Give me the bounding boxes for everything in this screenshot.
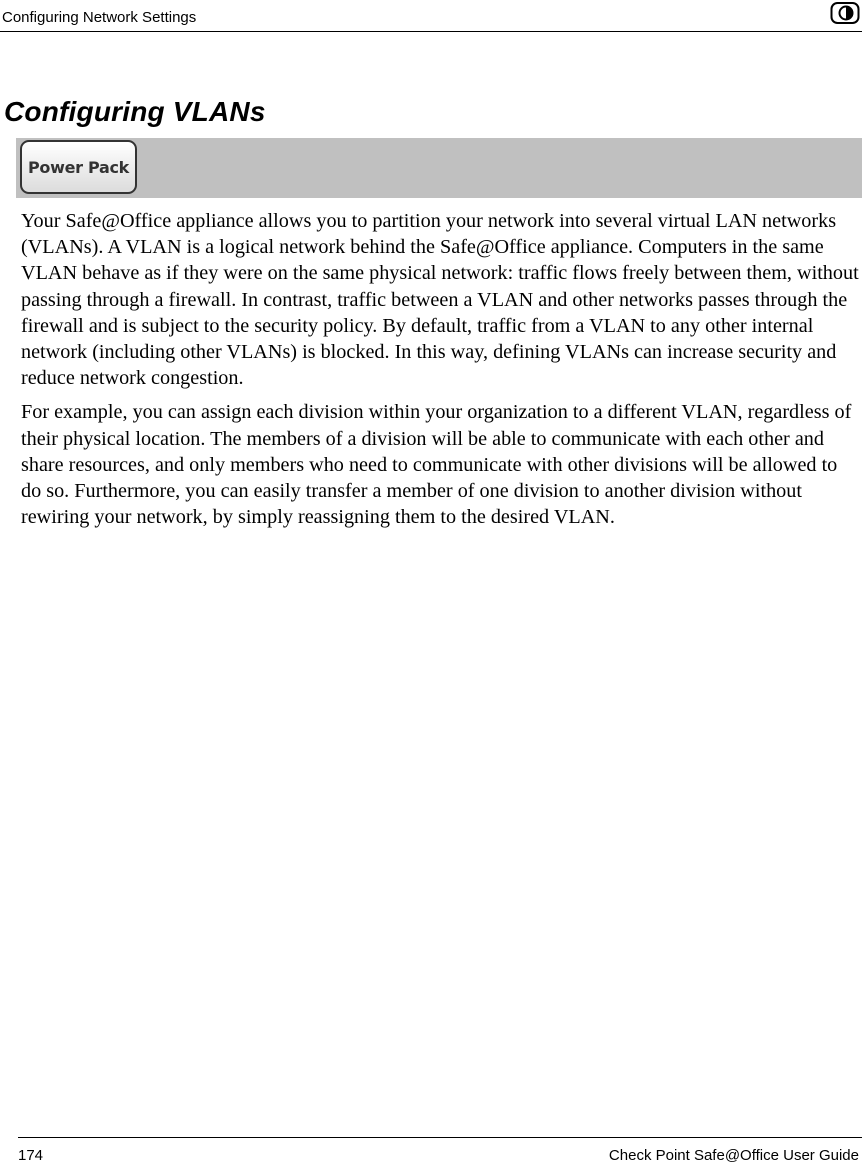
page-header xyxy=(0,0,862,32)
page-title: Configuring VLANs xyxy=(4,96,266,127)
feature-badge-bar xyxy=(16,138,862,198)
page-footer xyxy=(18,1137,862,1164)
guide-title: Check Point Safe@Office User Guide xyxy=(608,1147,859,1164)
paragraph: For example, you can assign each division within your organization to a different VLAN, regardless of their physical location. The members of a division will be able to communicate with each other and share resources, and only members who need to communicate with other divisions will be allowed to do so. Furthermore, you can easily transfer a member of one division to another division without rewiring your network, by simply reassigning them to the desired VLAN. xyxy=(21,401,852,529)
power-pack-badge: Power Pack xyxy=(20,140,137,194)
body-text xyxy=(21,208,862,538)
safe-office-logo-icon xyxy=(830,1,860,25)
header-title: Configuring Network Settings xyxy=(2,9,197,26)
page-number: 174 xyxy=(18,1147,44,1164)
paragraph: Your Safe@Office appliance allows you to partition your network into several virtual LAN networks (VLANs). A VLAN is a logical network behind the Safe@Office appliance. Computers in the same VLAN behave as if they were on the same physical network: traffic flows freely between them, without passing through a firewall. In contrast, traffic between a VLAN and other networks passes through the firewall and is subject to the security policy. By default, traffic from a VLAN to any other internal network (including other VLANs) is blocked. In this way, defining VLANs can increase security and reduce network congestion. xyxy=(21,210,859,390)
